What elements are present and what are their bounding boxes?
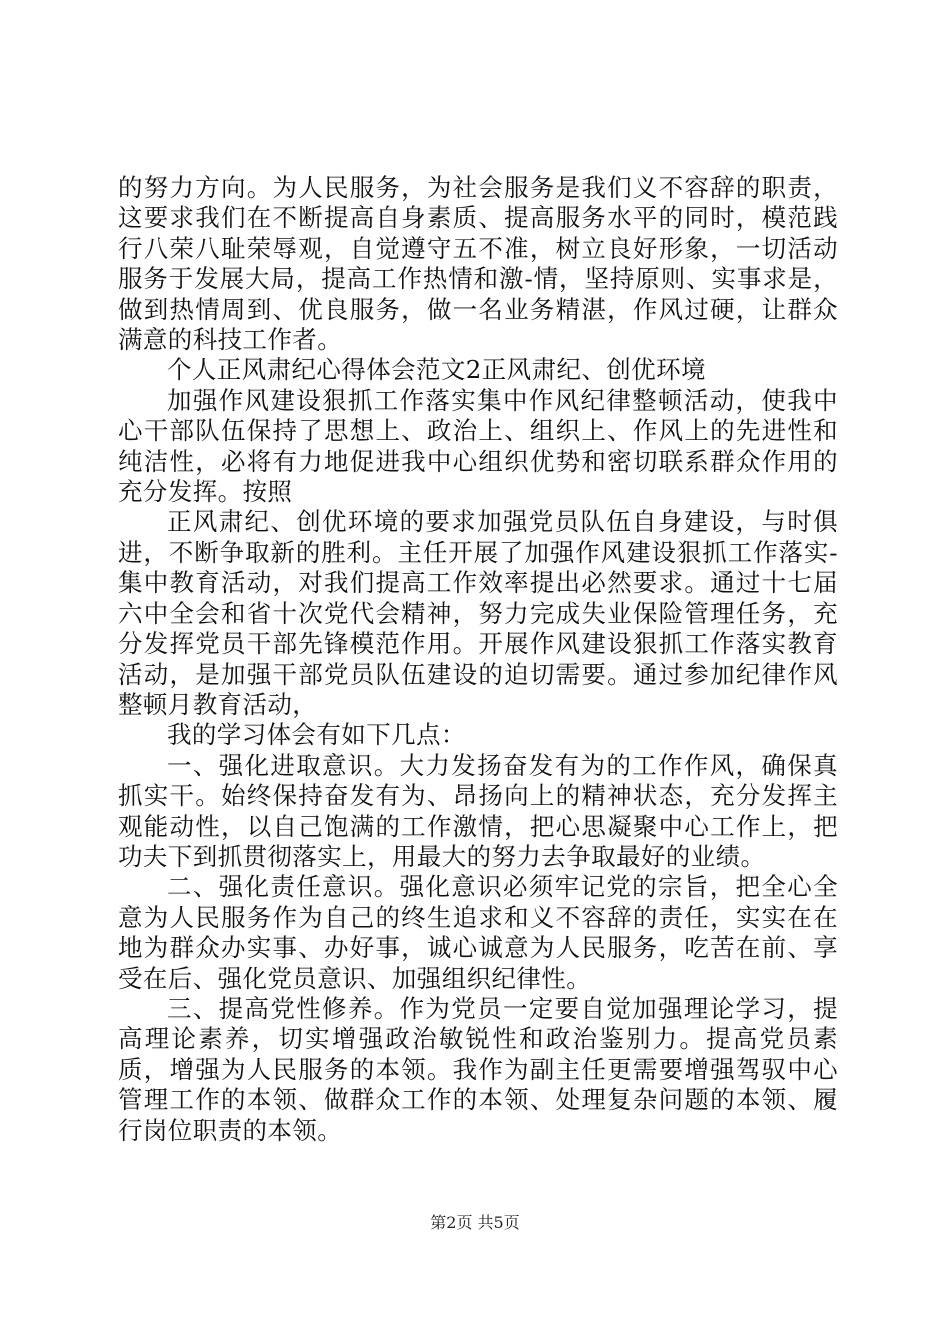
paragraph-8: 三、提高党性修养。作为党员一定要自觉加强理论学习，提高理论素养，切实增强政治敏锐性和政治鉴别力。提高党员素质，增强为人民服务的本领。我作为副主任更需要增强驾驭中心管理工作的本领、做群众工作的本领、处理复杂问题的本领、履行岗位职责的本领。 bbox=[118, 993, 838, 1145]
paragraph-6: 一、强化进取意识。大力发扬奋发有为的工作作风，确保真抓实干。始终保持奋发有为、昂扬向上的精神状态，充分发挥主观能动性，以自己饱满的工作激情，把心思凝聚中心工作上，把功夫下到抓贯彻落实上，用最大的努力去争取最好的业绩。 bbox=[118, 750, 838, 871]
page-number-footer: 第2页 共5页 bbox=[430, 1213, 520, 1232]
paragraph-7: 二、强化责任意识。强化意识必须牢记党的宗旨，把全心全意为人民服务作为自己的终生追求和义不容辞的责任，实实在在地为群众办实事、办好事，诚心诚意为人民服务，吃苦在前、享受在后、强化党员意识、加强组织纪律性。 bbox=[118, 872, 838, 993]
paragraph-3: 加强作风建设狠抓工作落实集中作风纪律整顿活动，使我中心干部队伍保持了思想上、政治上、组织上、作风上的先进性和纯洁性，必将有力地促进我中心组织优势和密切联系群众作用的充分发挥。按照 bbox=[118, 385, 838, 507]
paragraph-1: 的努力方向。为人民服务，为社会服务是我们义不容辞的职责，这要求我们在不断提高自身素质、提高服务水平的同时，模范践行八荣八耻荣辱观，自觉遵守五不准，树立良好形象，一切活动服务于发展大局，提高工作热情和激-情，坚持原则、实事求是，做到热情周到、优良服务，做一名业务精湛，作风过硬，让群众满意的科技工作者。 bbox=[118, 173, 838, 355]
paragraph-2: 个人正风肃纪心得体会范文2正风肃纪、创优环境 bbox=[167, 355, 706, 385]
paragraph-5: 我的学习体会有如下几点： bbox=[167, 720, 466, 750]
paragraph-4: 正风肃纪、创优环境的要求加强党员队伍自身建设，与时俱进，不断争取新的胜利。主任开展了加强作风建设狠抓工作落实-集中教育活动，对我们提高工作效率提出必然要求。通过十七届六中全会和省十次党代会精神，努力完成失业保险管理任务，充分发挥党员干部先锋模范作用。开展作风建设狠抓工作落实教育活动，是加强干部党员队伍建设的迫切需要。通过参加纪律作风整顿月教育活动， bbox=[118, 507, 838, 719]
document-body bbox=[118, 173, 838, 1146]
